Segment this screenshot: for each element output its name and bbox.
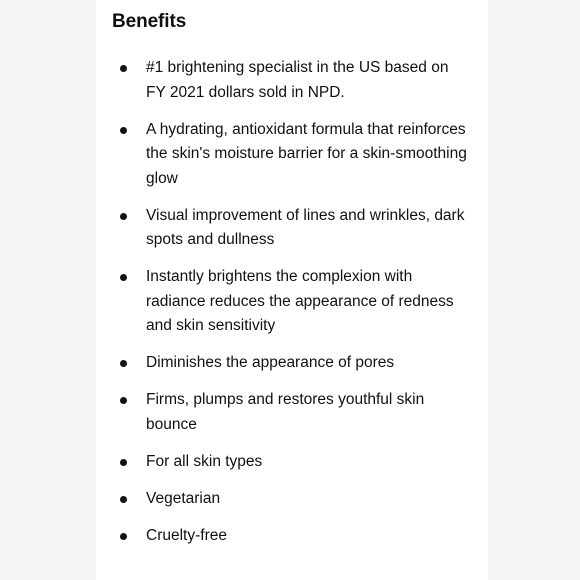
list-item — [96, 265, 488, 339]
bullet-icon — [120, 360, 127, 367]
benefits-heading: Benefits — [112, 11, 187, 32]
list-item — [96, 487, 488, 512]
list-item — [96, 204, 488, 253]
benefits-list — [96, 56, 488, 561]
benefit-text: A hydrating, antioxidant formula that reinforces the skin's moisture barrier for a skin-smoothing glow — [146, 120, 467, 187]
benefit-text: Vegetarian — [146, 489, 221, 507]
benefit-text: Instantly brightens the complexion with radiance reduces the appearance of redness and skin sensitivity — [146, 268, 454, 334]
bullet-icon — [120, 496, 127, 503]
bullet-icon — [120, 533, 127, 540]
bullet-icon — [120, 65, 127, 72]
benefit-text: Firms, plumps and restores youthful skin bounce — [146, 391, 425, 433]
bullet-icon — [120, 213, 127, 220]
benefit-text: Visual improvement of lines and wrinkles, dark spots and dullness — [146, 206, 465, 248]
benefit-text: Diminishes the appearance of pores — [146, 354, 395, 371]
list-item — [96, 388, 488, 437]
bullet-icon — [120, 274, 127, 281]
benefit-text: For all skin types — [146, 452, 263, 470]
bullet-icon — [120, 127, 127, 134]
bullet-icon — [120, 397, 127, 404]
bullet-icon — [120, 459, 127, 466]
list-item — [96, 524, 488, 549]
list-item — [96, 56, 488, 105]
list-item — [96, 118, 488, 192]
list-item — [96, 450, 488, 475]
benefit-text: #1 brightening specialist in the US based on FY 2021 dollars sold in NPD. — [146, 59, 449, 101]
list-item — [96, 351, 488, 376]
benefit-text: Cruelty-free — [146, 526, 227, 544]
benefits-panel — [96, 0, 488, 580]
